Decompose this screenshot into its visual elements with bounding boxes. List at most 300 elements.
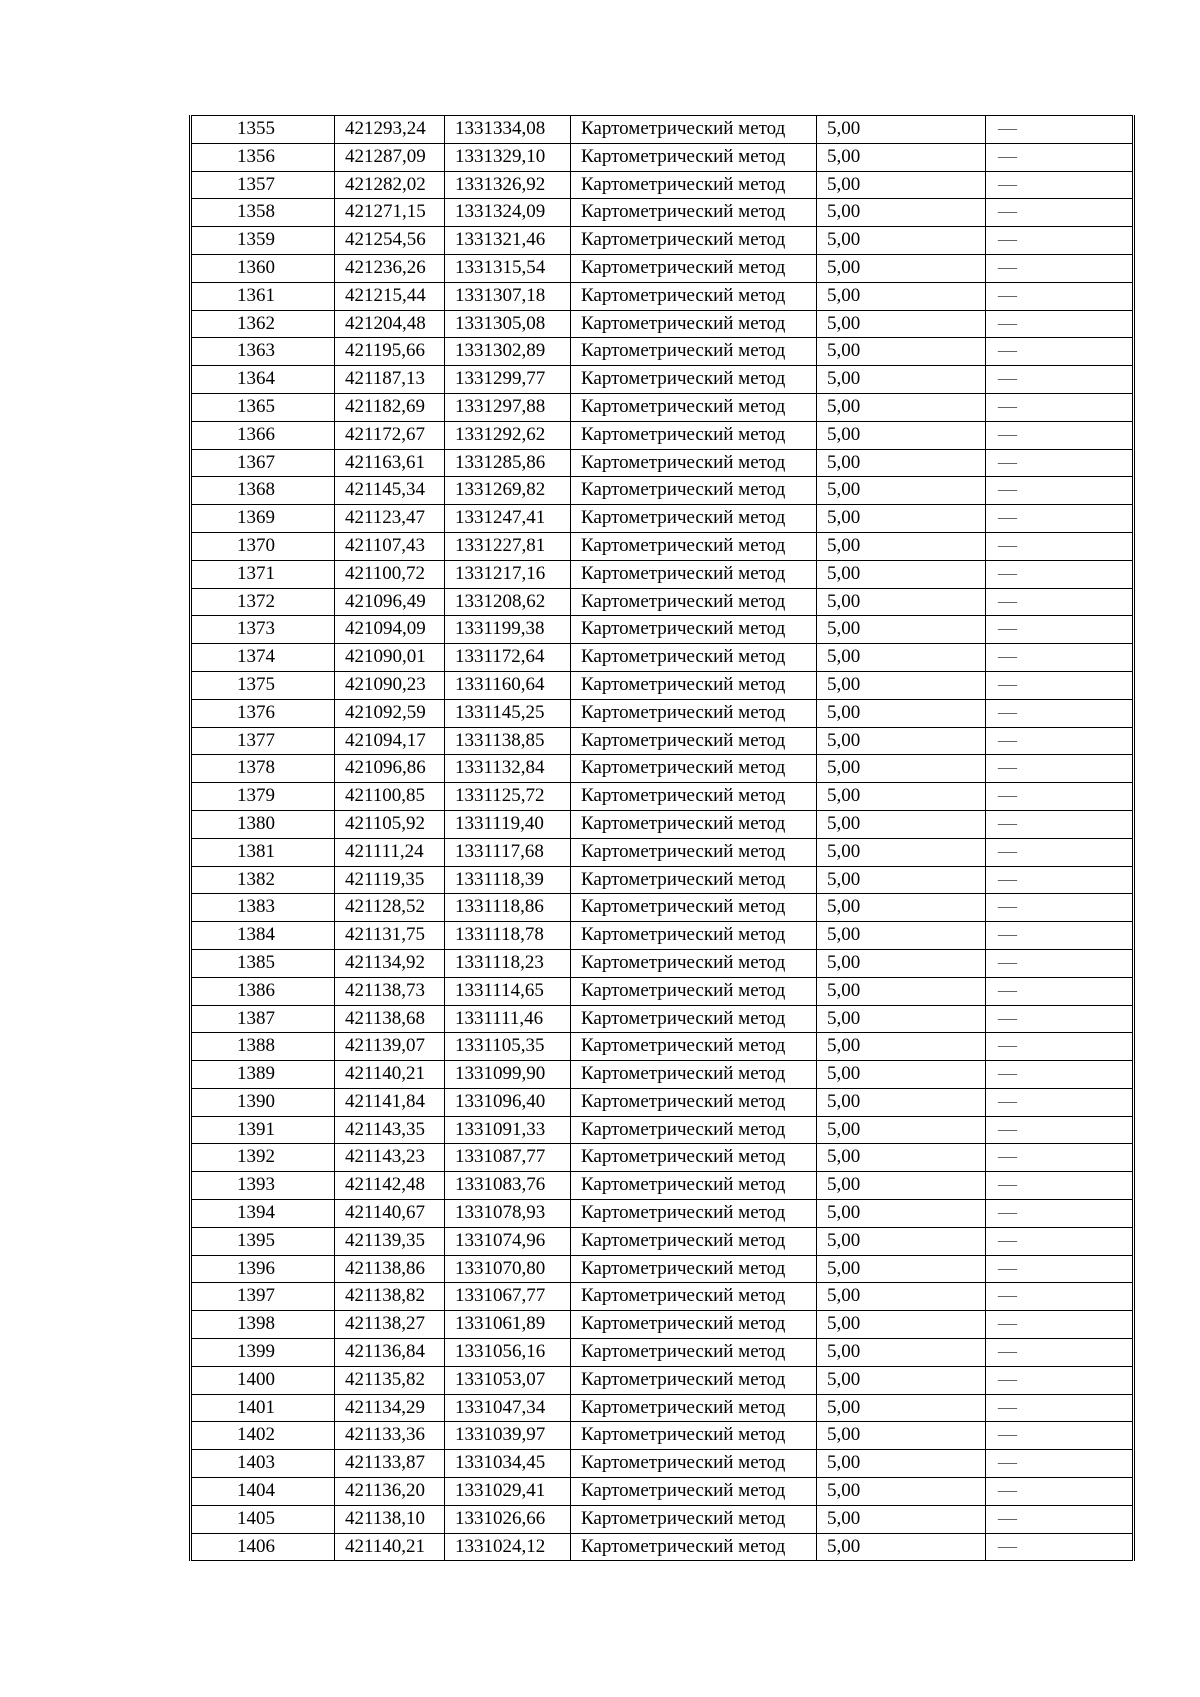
y-coordinate-cell: 1331299,77 [445,366,571,394]
accuracy-cell: 5,00 [817,310,986,338]
point-number-cell: 1356 [191,143,335,171]
accuracy-cell: 5,00 [817,1088,986,1116]
table-row [191,727,1134,755]
method-cell: Картометрический метод [571,1422,817,1450]
method-cell: Картометрический метод [571,143,817,171]
point-number-cell: 1370 [191,532,335,560]
description-cell: — [986,755,1134,783]
point-number-cell: 1373 [191,616,335,644]
method-cell: Картометрический метод [571,1061,817,1089]
method-cell: Картометрический метод [571,755,817,783]
point-number-cell: 1357 [191,171,335,199]
point-number-cell: 1367 [191,449,335,477]
table-row [191,1144,1134,1172]
x-coordinate-cell: 421136,20 [335,1478,445,1506]
method-cell: Картометрический метод [571,282,817,310]
y-coordinate-cell: 1331321,46 [445,227,571,255]
point-number-cell: 1374 [191,644,335,672]
y-coordinate-cell: 1331114,65 [445,977,571,1005]
method-cell: Картометрический метод [571,116,817,144]
description-cell: — [986,644,1134,672]
accuracy-cell: 5,00 [817,116,986,144]
description-cell: — [986,1478,1134,1506]
y-coordinate-cell: 1331099,90 [445,1061,571,1089]
y-coordinate-cell: 1331061,89 [445,1311,571,1339]
table-row [191,949,1134,977]
y-coordinate-cell: 1331111,46 [445,1005,571,1033]
y-coordinate-cell: 1331208,62 [445,588,571,616]
accuracy-cell: 5,00 [817,1505,986,1533]
point-number-cell: 1386 [191,977,335,1005]
x-coordinate-cell: 421143,23 [335,1144,445,1172]
method-cell: Картометрический метод [571,783,817,811]
description-cell: — [986,894,1134,922]
x-coordinate-cell: 421096,86 [335,755,445,783]
accuracy-cell: 5,00 [817,366,986,394]
y-coordinate-cell: 1331078,93 [445,1200,571,1228]
description-cell: — [986,366,1134,394]
x-coordinate-cell: 421195,66 [335,338,445,366]
table-row [191,1339,1134,1367]
method-cell: Картометрический метод [571,393,817,421]
y-coordinate-cell: 1331118,78 [445,922,571,950]
description-cell: — [986,1255,1134,1283]
table-row [191,810,1134,838]
point-number-cell: 1397 [191,1283,335,1311]
method-cell: Картометрический метод [571,1450,817,1478]
x-coordinate-cell: 421254,56 [335,227,445,255]
table-row [191,560,1134,588]
table-row [191,977,1134,1005]
accuracy-cell: 5,00 [817,922,986,950]
description-cell: — [986,116,1134,144]
x-coordinate-cell: 421271,15 [335,199,445,227]
method-cell: Картометрический метод [571,1339,817,1367]
y-coordinate-cell: 1331247,41 [445,505,571,533]
accuracy-cell: 5,00 [817,1227,986,1255]
description-cell: — [986,727,1134,755]
point-number-cell: 1395 [191,1227,335,1255]
y-coordinate-cell: 1331227,81 [445,532,571,560]
point-number-cell: 1372 [191,588,335,616]
method-cell: Картометрический метод [571,1144,817,1172]
accuracy-cell: 5,00 [817,1116,986,1144]
x-coordinate-cell: 421136,84 [335,1339,445,1367]
x-coordinate-cell: 421105,92 [335,810,445,838]
accuracy-cell: 5,00 [817,1061,986,1089]
description-cell: — [986,977,1134,1005]
description-cell: — [986,254,1134,282]
point-number-cell: 1385 [191,949,335,977]
description-cell: — [986,838,1134,866]
description-cell: — [986,477,1134,505]
x-coordinate-cell: 421131,75 [335,922,445,950]
accuracy-cell: 5,00 [817,894,986,922]
description-cell: — [986,1144,1134,1172]
description-cell: — [986,532,1134,560]
x-coordinate-cell: 421133,36 [335,1422,445,1450]
description-cell: — [986,1505,1134,1533]
accuracy-cell: 5,00 [817,505,986,533]
point-number-cell: 1361 [191,282,335,310]
point-number-cell: 1387 [191,1005,335,1033]
method-cell: Картометрический метод [571,560,817,588]
point-number-cell: 1375 [191,671,335,699]
point-number-cell: 1396 [191,1255,335,1283]
table-row [191,1533,1134,1561]
description-cell: — [986,810,1134,838]
description-cell: — [986,282,1134,310]
x-coordinate-cell: 421140,67 [335,1200,445,1228]
accuracy-cell: 5,00 [817,1200,986,1228]
table-row [191,1005,1134,1033]
description-cell: — [986,1533,1134,1561]
x-coordinate-cell: 421100,72 [335,560,445,588]
description-cell: — [986,1283,1134,1311]
x-coordinate-cell: 421139,07 [335,1033,445,1061]
x-coordinate-cell: 421134,29 [335,1394,445,1422]
x-coordinate-cell: 421187,13 [335,366,445,394]
table-row [191,116,1134,144]
method-cell: Картометрический метод [571,310,817,338]
table-row [191,532,1134,560]
accuracy-cell: 5,00 [817,1339,986,1367]
description-cell: — [986,1200,1134,1228]
x-coordinate-cell: 421215,44 [335,282,445,310]
x-coordinate-cell: 421111,24 [335,838,445,866]
description-cell: — [986,338,1134,366]
table-row [191,477,1134,505]
point-number-cell: 1405 [191,1505,335,1533]
table-row [191,254,1134,282]
method-cell: Картометрический метод [571,949,817,977]
description-cell: — [986,560,1134,588]
accuracy-cell: 5,00 [817,282,986,310]
description-cell: — [986,227,1134,255]
table-row [191,755,1134,783]
point-number-cell: 1390 [191,1088,335,1116]
y-coordinate-cell: 1331217,16 [445,560,571,588]
method-cell: Картометрический метод [571,449,817,477]
method-cell: Картометрический метод [571,838,817,866]
method-cell: Картометрический метод [571,505,817,533]
y-coordinate-cell: 1331145,25 [445,699,571,727]
description-cell: — [986,588,1134,616]
y-coordinate-cell: 1331326,92 [445,171,571,199]
y-coordinate-cell: 1331324,09 [445,199,571,227]
x-coordinate-cell: 421138,68 [335,1005,445,1033]
accuracy-cell: 5,00 [817,1033,986,1061]
coordinates-table [189,115,1135,1561]
description-cell: — [986,1033,1134,1061]
accuracy-cell: 5,00 [817,1450,986,1478]
point-number-cell: 1377 [191,727,335,755]
table-row [191,1172,1134,1200]
table-row [191,199,1134,227]
y-coordinate-cell: 1331117,68 [445,838,571,866]
point-number-cell: 1369 [191,505,335,533]
method-cell: Картометрический метод [571,477,817,505]
table-row [191,505,1134,533]
method-cell: Картометрический метод [571,588,817,616]
description-cell: — [986,505,1134,533]
y-coordinate-cell: 1331334,08 [445,116,571,144]
y-coordinate-cell: 1331160,64 [445,671,571,699]
point-number-cell: 1399 [191,1339,335,1367]
accuracy-cell: 5,00 [817,977,986,1005]
description-cell: — [986,393,1134,421]
description-cell: — [986,421,1134,449]
y-coordinate-cell: 1331297,88 [445,393,571,421]
y-coordinate-cell: 1331105,35 [445,1033,571,1061]
description-cell: — [986,1061,1134,1089]
y-coordinate-cell: 1331039,97 [445,1422,571,1450]
y-coordinate-cell: 1331302,89 [445,338,571,366]
description-cell: — [986,199,1134,227]
accuracy-cell: 5,00 [817,143,986,171]
accuracy-cell: 5,00 [817,1533,986,1561]
point-number-cell: 1362 [191,310,335,338]
table-row [191,1255,1134,1283]
accuracy-cell: 5,00 [817,616,986,644]
point-number-cell: 1360 [191,254,335,282]
x-coordinate-cell: 421133,87 [335,1450,445,1478]
y-coordinate-cell: 1331199,38 [445,616,571,644]
method-cell: Картометрический метод [571,616,817,644]
point-number-cell: 1355 [191,116,335,144]
table-row [191,671,1134,699]
x-coordinate-cell: 421090,23 [335,671,445,699]
y-coordinate-cell: 1331132,84 [445,755,571,783]
point-number-cell: 1406 [191,1533,335,1561]
x-coordinate-cell: 421236,26 [335,254,445,282]
y-coordinate-cell: 1331118,23 [445,949,571,977]
y-coordinate-cell: 1331172,64 [445,644,571,672]
x-coordinate-cell: 421134,92 [335,949,445,977]
x-coordinate-cell: 421096,49 [335,588,445,616]
accuracy-cell: 5,00 [817,866,986,894]
accuracy-cell: 5,00 [817,838,986,866]
description-cell: — [986,1005,1134,1033]
point-number-cell: 1366 [191,421,335,449]
table-row [191,171,1134,199]
y-coordinate-cell: 1331315,54 [445,254,571,282]
table-row [191,1061,1134,1089]
point-number-cell: 1402 [191,1422,335,1450]
table-row [191,1311,1134,1339]
accuracy-cell: 5,00 [817,755,986,783]
table-row [191,1394,1134,1422]
point-number-cell: 1380 [191,810,335,838]
accuracy-cell: 5,00 [817,227,986,255]
y-coordinate-cell: 1331024,12 [445,1533,571,1561]
x-coordinate-cell: 421100,85 [335,783,445,811]
x-coordinate-cell: 421204,48 [335,310,445,338]
accuracy-cell: 5,00 [817,1311,986,1339]
description-cell: — [986,1227,1134,1255]
accuracy-cell: 5,00 [817,171,986,199]
x-coordinate-cell: 421119,35 [335,866,445,894]
method-cell: Картометрический метод [571,199,817,227]
y-coordinate-cell: 1331047,34 [445,1394,571,1422]
accuracy-cell: 5,00 [817,671,986,699]
point-number-cell: 1358 [191,199,335,227]
x-coordinate-cell: 421138,73 [335,977,445,1005]
y-coordinate-cell: 1331292,62 [445,421,571,449]
method-cell: Картометрический метод [571,671,817,699]
point-number-cell: 1391 [191,1116,335,1144]
accuracy-cell: 5,00 [817,393,986,421]
description-cell: — [986,1116,1134,1144]
point-number-cell: 1381 [191,838,335,866]
description-cell: — [986,1450,1134,1478]
y-coordinate-cell: 1331305,08 [445,310,571,338]
x-coordinate-cell: 421092,59 [335,699,445,727]
y-coordinate-cell: 1331083,76 [445,1172,571,1200]
y-coordinate-cell: 1331087,77 [445,1144,571,1172]
accuracy-cell: 5,00 [817,949,986,977]
description-cell: — [986,671,1134,699]
table-row [191,1478,1134,1506]
table-row [191,699,1134,727]
x-coordinate-cell: 421090,01 [335,644,445,672]
description-cell: — [986,310,1134,338]
accuracy-cell: 5,00 [817,421,986,449]
y-coordinate-cell: 1331118,39 [445,866,571,894]
y-coordinate-cell: 1331070,80 [445,1255,571,1283]
table-row [191,310,1134,338]
accuracy-cell: 5,00 [817,588,986,616]
table-row [191,282,1134,310]
x-coordinate-cell: 421094,17 [335,727,445,755]
x-coordinate-cell: 421293,24 [335,116,445,144]
y-coordinate-cell: 1331053,07 [445,1366,571,1394]
method-cell: Картометрический метод [571,171,817,199]
method-cell: Картометрический метод [571,1311,817,1339]
x-coordinate-cell: 421140,21 [335,1533,445,1561]
method-cell: Картометрический метод [571,1533,817,1561]
description-cell: — [986,1339,1134,1367]
table-row [191,393,1134,421]
x-coordinate-cell: 421138,82 [335,1283,445,1311]
accuracy-cell: 5,00 [817,199,986,227]
point-number-cell: 1400 [191,1366,335,1394]
table-row [191,838,1134,866]
point-number-cell: 1384 [191,922,335,950]
method-cell: Картометрический метод [571,366,817,394]
accuracy-cell: 5,00 [817,1366,986,1394]
y-coordinate-cell: 1331029,41 [445,1478,571,1506]
accuracy-cell: 5,00 [817,1283,986,1311]
table-row [191,894,1134,922]
accuracy-cell: 5,00 [817,532,986,560]
x-coordinate-cell: 421143,35 [335,1116,445,1144]
table-row [191,227,1134,255]
accuracy-cell: 5,00 [817,338,986,366]
accuracy-cell: 5,00 [817,1394,986,1422]
table-row [191,143,1134,171]
table-row [191,866,1134,894]
point-number-cell: 1388 [191,1033,335,1061]
y-coordinate-cell: 1331067,77 [445,1283,571,1311]
x-coordinate-cell: 421182,69 [335,393,445,421]
y-coordinate-cell: 1331118,86 [445,894,571,922]
method-cell: Картометрический метод [571,699,817,727]
y-coordinate-cell: 1331091,33 [445,1116,571,1144]
description-cell: — [986,922,1134,950]
description-cell: — [986,1172,1134,1200]
method-cell: Картометрический метод [571,977,817,1005]
description-cell: — [986,1366,1134,1394]
x-coordinate-cell: 421142,48 [335,1172,445,1200]
accuracy-cell: 5,00 [817,644,986,672]
y-coordinate-cell: 1331074,96 [445,1227,571,1255]
method-cell: Картометрический метод [571,894,817,922]
x-coordinate-cell: 421138,10 [335,1505,445,1533]
table-row [191,1200,1134,1228]
table-row [191,1088,1134,1116]
method-cell: Картометрический метод [571,1088,817,1116]
description-cell: — [986,1311,1134,1339]
x-coordinate-cell: 421145,34 [335,477,445,505]
method-cell: Картометрический метод [571,1116,817,1144]
accuracy-cell: 5,00 [817,1422,986,1450]
table-row [191,1450,1134,1478]
accuracy-cell: 5,00 [817,1255,986,1283]
description-cell: — [986,1422,1134,1450]
description-cell: — [986,699,1134,727]
point-number-cell: 1371 [191,560,335,588]
method-cell: Картометрический метод [571,1505,817,1533]
accuracy-cell: 5,00 [817,449,986,477]
accuracy-cell: 5,00 [817,699,986,727]
table-row [191,449,1134,477]
accuracy-cell: 5,00 [817,477,986,505]
accuracy-cell: 5,00 [817,727,986,755]
table-row [191,1366,1134,1394]
table-row [191,1283,1134,1311]
method-cell: Картометрический метод [571,810,817,838]
x-coordinate-cell: 421135,82 [335,1366,445,1394]
point-number-cell: 1365 [191,393,335,421]
description-cell: — [986,449,1134,477]
table-row [191,1505,1134,1533]
method-cell: Картометрический метод [571,227,817,255]
table-row [191,338,1134,366]
point-number-cell: 1368 [191,477,335,505]
method-cell: Картометрический метод [571,727,817,755]
description-cell: — [986,1088,1134,1116]
method-cell: Картометрический метод [571,421,817,449]
x-coordinate-cell: 421282,02 [335,171,445,199]
y-coordinate-cell: 1331329,10 [445,143,571,171]
table-row [191,783,1134,811]
y-coordinate-cell: 1331125,72 [445,783,571,811]
method-cell: Картометрический метод [571,254,817,282]
method-cell: Картометрический метод [571,1005,817,1033]
x-coordinate-cell: 421107,43 [335,532,445,560]
x-coordinate-cell: 421287,09 [335,143,445,171]
y-coordinate-cell: 1331034,45 [445,1450,571,1478]
description-cell: — [986,171,1134,199]
y-coordinate-cell: 1331119,40 [445,810,571,838]
point-number-cell: 1404 [191,1478,335,1506]
point-number-cell: 1359 [191,227,335,255]
method-cell: Картометрический метод [571,338,817,366]
table-row [191,1422,1134,1450]
description-cell: — [986,143,1134,171]
method-cell: Картометрический метод [571,1394,817,1422]
